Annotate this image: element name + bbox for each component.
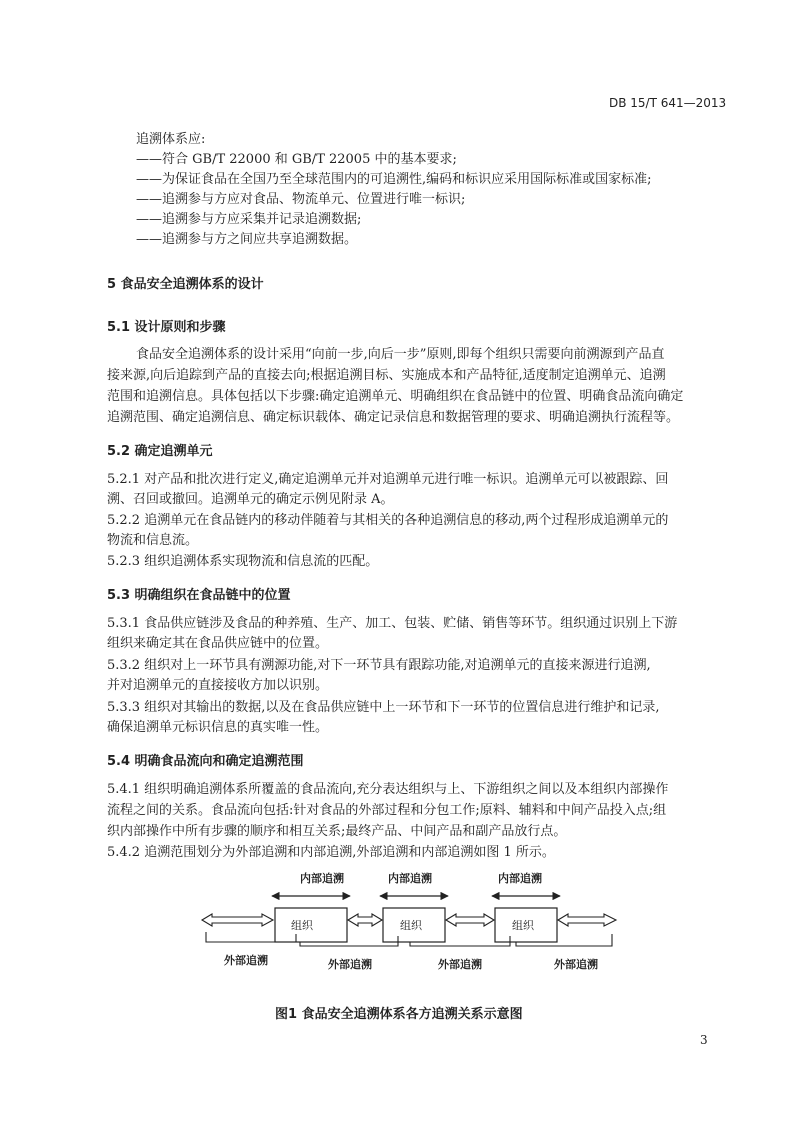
paragraph-line: 追溯范围、确定追溯信息、确定标识载体、确定记录信息和数据管理的要求、明确追溯执行流程等。 <box>107 410 680 425</box>
external-trace-label: 外部追溯 <box>328 958 372 971</box>
paragraph-line: 5.3.1 食品供应链涉及食品的种养殖、生产、加工、包装、贮储、销售等环节。组织通过识别上下游 <box>107 616 678 631</box>
paragraph-line: 食品安全追溯体系的设计采用“向前一步,向后一步”原则,即每个组织只需要向前溯源到产品直 <box>136 347 665 362</box>
paragraph-line: 5.2.1 对产品和批次进行定义,确定追溯单元并对追溯单元进行唯一标识。追溯单元可以被跟踪、回 <box>107 472 669 487</box>
traceability-diagram <box>200 868 620 978</box>
section-5-heading: 5 食品安全追溯体系的设计 <box>107 277 264 292</box>
paragraph-line: 5.2.3 组织追溯体系实现物流和信息流的匹配。 <box>107 554 379 569</box>
intro-bullet: ——追溯参与方应对食品、物流单元、位置进行唯一标识; <box>136 192 466 207</box>
intro-bullet: ——追溯参与方应采集并记录追溯数据; <box>136 212 362 227</box>
paragraph-line: 确保追溯单元标识信息的真实唯一性。 <box>107 720 329 735</box>
section-5-4-heading: 5.4 明确食品流向和确定追溯范围 <box>107 754 304 769</box>
org-label: 组织 <box>512 919 534 932</box>
section-5-2-heading: 5.2 确定追溯单元 <box>107 444 213 459</box>
intro-bullet: ——追溯参与方之间应共享追溯数据。 <box>136 232 358 247</box>
intro-lead: 追溯体系应: <box>136 132 206 147</box>
paragraph-line: 并对追溯单元的直接接收方加以识别。 <box>107 678 329 693</box>
internal-trace-label: 内部追溯 <box>388 872 432 885</box>
paragraph-line: 5.4.2 追溯范围划分为外部追溯和内部追溯,外部追溯和内部追溯如图 1 所示。 <box>107 845 555 860</box>
section-5-1-heading: 5.1 设计原则和步骤 <box>107 320 226 335</box>
external-trace-label: 外部追溯 <box>224 954 268 967</box>
org-label: 组织 <box>291 919 313 932</box>
section-5-3-heading: 5.3 明确组织在食品链中的位置 <box>107 588 291 603</box>
external-trace-label: 外部追溯 <box>554 958 598 971</box>
figure-caption: 图1 食品安全追溯体系各方追溯关系示意图 <box>275 1007 523 1022</box>
standard-number: DB 15/T 641—2013 <box>609 96 727 110</box>
paragraph-line: 织内部操作中所有步骤的顺序和相互关系;最终产品、中间产品和副产品放行点。 <box>107 824 567 839</box>
paragraph-line: 组织来确定其在食品供应链中的位置。 <box>107 636 329 651</box>
intro-bullet: ——符合 GB/T 22000 和 GB/T 22005 中的基本要求; <box>136 152 457 167</box>
intro-bullet: ——为保证食品在全国乃至全球范围内的可追溯性,编码和标识应采用国际标准或国家标准; <box>136 172 652 187</box>
internal-trace-label: 内部追溯 <box>498 872 542 885</box>
paragraph-line: 溯、召回或撤回。追溯单元的确定示例见附录 A。 <box>107 492 394 507</box>
internal-trace-label: 内部追溯 <box>300 872 344 885</box>
paragraph-line: 物流和信息流。 <box>107 533 199 548</box>
paragraph-line: 范围和追溯信息。具体包括以下步骤:确定追溯单元、明确组织在食品链中的位置、明确食品流向确定 <box>107 389 684 404</box>
external-trace-label: 外部追溯 <box>438 958 482 971</box>
paragraph-line: 5.4.1 组织明确追溯体系所覆盖的食品流向,充分表达组织与上、下游组织之间以及本组织内部操作 <box>107 782 669 797</box>
paragraph-line: 5.2.2 追溯单元在食品链内的移动伴随着与其相关的各种追溯信息的移动,两个过程形成追溯单元的 <box>107 513 669 528</box>
paragraph-line: 5.3.2 组织对上一环节具有溯源功能,对下一环节具有跟踪功能,对追溯单元的直接来源进行追溯, <box>107 658 651 673</box>
org-label: 组织 <box>400 919 422 932</box>
page-number: 3 <box>700 1033 708 1047</box>
paragraph-line: 流程之间的关系。食品流向包括:针对食品的外部过程和分包工作;原料、辅料和中间产品投入点;组 <box>107 803 667 818</box>
paragraph-line: 5.3.3 组织对其输出的数据,以及在食品供应链中上一环节和下一环节的位置信息进行维护和记录, <box>107 700 660 715</box>
paragraph-line: 接来源,向后追踪到产品的直接去向;根据追溯目标、实施成本和产品特征,适度制定追溯单元、追溯 <box>107 368 666 383</box>
